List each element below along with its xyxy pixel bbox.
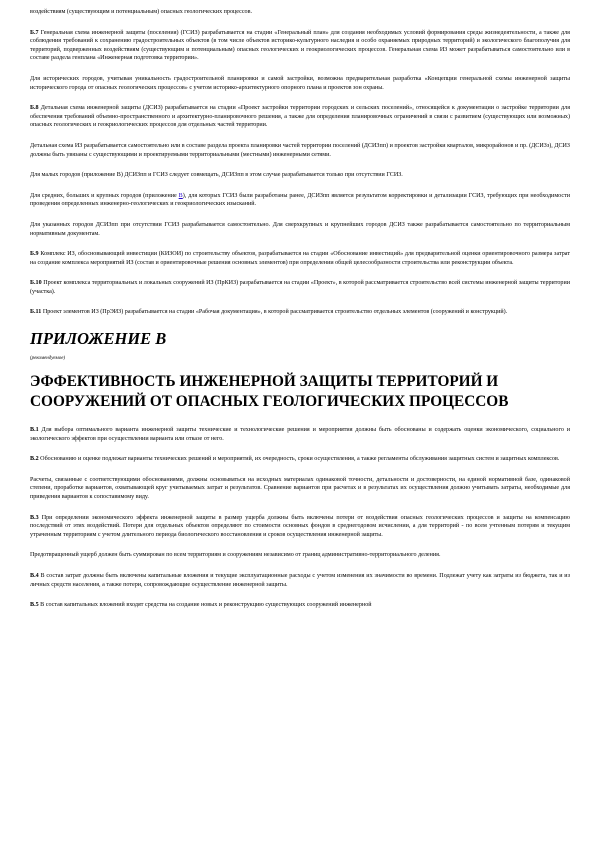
clause-number: Б.11 (30, 309, 42, 316)
paragraph-text: Для выбора оптимального варианта инженерной защиты технические и технологические решения и мероприятия должны быть обоснованы и содержать оценки экономического, социального и экологического эффектов при осуществлении варианта или отказе от него. (30, 427, 570, 442)
clause-number: В.1 (30, 427, 39, 434)
paragraph (30, 551, 570, 560)
paragraph (30, 171, 570, 180)
paragraph (30, 514, 570, 540)
paragraph-text: воздействиям (существующим и потенциальным) опасных геологических процессов. (30, 9, 252, 15)
appendix-title: ЭФФЕКТИВНОСТЬ ИНЖЕНЕРНОЙ ЗАЩИТЫ ТЕРРИТОРИЙ И СООРУЖЕНИЙ ОТ ОПАСНЫХ ГЕОЛОГИЧЕСКИХ ПРОЦЕССОВ (30, 373, 509, 411)
appendix-link[interactable]: В (178, 192, 183, 199)
section-v-paragraphs (30, 426, 570, 610)
paragraph-text: В состав капитальных вложений входят средства на создание новых и реконструкцию существующих сооружений инженерной (40, 602, 372, 609)
clause-number: Б.7 (30, 29, 39, 36)
clause-number: В.2 (30, 456, 39, 463)
paragraph (30, 192, 570, 209)
paragraph (30, 75, 570, 92)
paragraph-text: Проект комплекса территориальных и локальных сооружений ИЗ (ПрКИЗ) разрабатывается на стадии «Проект», в которой рассматривается строительство всей системы инженерной защиты территории (участка). (30, 280, 570, 295)
paragraph-text: Для малых городов (приложение В) ДСИЗпп и ГСИЗ следует совмещать, ДСИЗпп в этом случае разрабатывается только при отсутствии ГСИЗ. (30, 172, 403, 179)
paragraph (30, 426, 570, 443)
paragraph-text: Обоснованию и оценке подлежат варианты технических решений и мероприятий, их очередность, сроки осуществления, а также регламенты обслуживания защитных систем и защитных комплексов. (40, 456, 560, 463)
clause-number: Б.8 (30, 105, 39, 112)
paragraph (30, 250, 570, 267)
appendix-status: (рекомендуемое) (30, 356, 66, 362)
paragraph-text: Для средних, больших и крупных городов (приложение (30, 192, 177, 199)
paragraph (30, 221, 570, 238)
paragraph (30, 142, 570, 159)
paragraph-text: При определении экономического эффекта инженерной защиты в размер ущерба должны быть включены потери от воздействия опасных геологических процессов и защиты на компенсацию последствий от этих воздействий. Потери для отдельных объектов определяют по стоимости основных фондов в среднегодовом исчислении, а для территорий - по всем учтенным потерям и текущим утраченным территориям с учетом длительного периода биологического восстановления и сроков осуществления инженерной защиты. (30, 514, 570, 538)
paragraph-text: В состав затрат должны быть включены капитальные вложения и текущие эксплуатационные расходы с учетом изменения их значимости во времени. Подлежат учету как затраты из бюджета, так и из личных средств населения, а также потери, сопровождающие осуществление инженерной защиты. (30, 573, 570, 588)
clause-number: В.3 (30, 514, 39, 521)
paragraph-text: Предотвращенный ущерб должен быть суммирован по всем территориям и сооружениям независимо от границ административно-территориального деления. (30, 552, 441, 559)
paragraph-text: Для исторических городов, учитывая уникальность градостроительной планировки и самой застройки, возможна предварительная разработка «Концепции генеральной схемы инженерной защиты исторического города от опасных геологических процессов» с учетом историко-архитектурного опорного плана и проектов зон охраны. (30, 75, 570, 91)
paragraph (30, 455, 570, 464)
clause-number: В.5 (30, 602, 39, 609)
paragraph-text-continued: ), для которых ГСИЗ были разработаны ранее, ДСИЗпп является результатом корректировки и детализации ГСИЗ, требующих при необходимости проведения определенных инженерно-геологических и геокриологических изысканий. (30, 192, 570, 208)
paragraph (30, 476, 570, 502)
paragraph-text: Генеральная схема инженерной защиты (поселения) (ГСИЗ) разрабатывается на стадии «Генеральный план» для создания необходимых условий формирования среды жизнедеятельности, а также для соблюдения требований к сохранению градостроительных объектов (в том числе объектов историко-культурного наследия и особо охраняемых природных территорий) и экологического благополучия для территорий, подверженных воздействиям (существующим и потенциальным) опасных геологических и геокриологических процессов. Генеральная схема ИЗ может разрабатываться самостоятельно или в составе раздела генплана «Инженерная подготовка территории». (30, 29, 570, 62)
paragraph-text: Комплекс ИЗ, обосновывающий инвестиции (КИЗОИ) по строительству объектов, разрабатывается на стадии «Обоснование инвестиций» для предварительной оценки ориентировочного размера затрат на создание комплекса мероприятий ИЗ (состав и ориентировочные решения основных элементов) при определении общей целесообразности строительства или реконструкции объекта. (30, 251, 570, 266)
paragraph-text: Проект элементов ИЗ (ПрЭИЗ) разрабатывается на стадии «Рабочая документация», в которой рассматривается строительство отдельных элементов (сооружений и конструкций). (42, 309, 508, 316)
clause-number: В.4 (30, 573, 39, 579)
document-page (30, 8, 570, 622)
paragraph (30, 104, 570, 130)
paragraph-text: Для указанных городов ДСИЗпп при отсутствии ГСИЗ разрабатывается самостоятельно. Для сверхкрупных и крупнейших городов ДСИЗ также разрабатывается самостоятельно по территориальным нормативным документам. (30, 221, 570, 237)
paragraph-text: Детальная схема инженерной защиты (ДСИЗ) разрабатывается на стадии «Проект застройки территории городских и сельских поселений», относящейся к документации о застройке территории для обеспечения требований объемно-пространственного и архитектурно-планировочного решения, а также для определения планировочных ограничений в связи с развитием (существующих или возможных) опасных геологических и геокриологических процессов для отдельных частей территории. (30, 105, 570, 129)
clause-number: Б.9 (30, 251, 39, 258)
paragraph (30, 8, 570, 17)
paragraph (30, 572, 570, 589)
section-b-paragraphs (30, 8, 570, 317)
paragraph (30, 29, 570, 63)
clause-number: Б.10 (30, 280, 42, 287)
paragraph (30, 601, 570, 610)
paragraph (30, 308, 570, 317)
appendix-heading: ПРИЛОЖЕНИЕ В (30, 329, 167, 349)
paragraph (30, 279, 570, 296)
paragraph-text: Расчеты, связанные с соответствующими обоснованиями, должны основываться на исходных материалах одинаковой точности, детальности и достоверности, на единой нормативной базе, одинаковой степени, проработке вариантов, охватывающей круг учитываемых затрат и результатов. Сравнение вариантов при расчетах и в результатах их осуществления должно учитывать затраты, необходимые для приведения вариантов к сопоставимому виду. (30, 476, 570, 501)
paragraph-text: Детальная схема ИЗ разрабатывается самостоятельно или в составе раздела проекта планировки частей территории поселений (ДСИЗпп) и проектов застройки кварталов, микрорайонов и пр. (ДСИЗз), ДСИЗ должны быть увязаны с существующими и проектируемыми территориальными (местными) инженерными сетями. (30, 142, 570, 158)
